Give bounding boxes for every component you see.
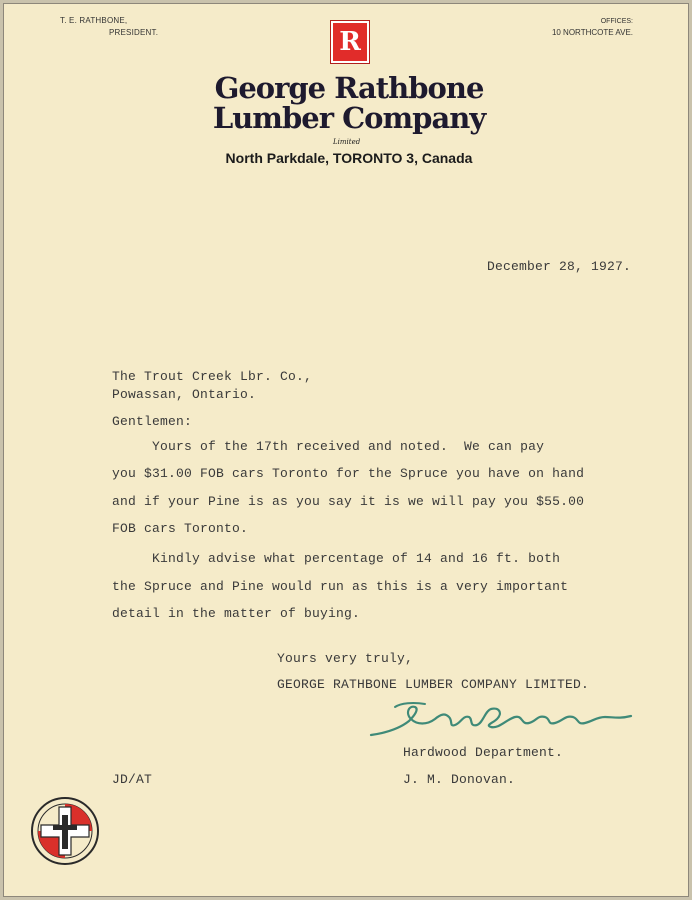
offices-label: OFFICES:	[600, 18, 633, 25]
closing: Yours very truly,	[277, 651, 414, 666]
handwritten-signature	[365, 699, 635, 741]
offices-block	[552, 18, 633, 37]
company-address: North Parkdale, TORONTO 3, Canada	[225, 150, 473, 166]
signature-company: GEORGE RATHBONE LUMBER COMPANY LIMITED.	[277, 677, 590, 692]
president-block	[60, 16, 158, 37]
body-line: Yours of the 17th received and noted. We can pay	[112, 439, 545, 454]
typist-initials: JD/AT	[112, 772, 153, 787]
association-seal-icon	[29, 795, 101, 867]
company-name-line2: Lumber Company	[212, 101, 486, 135]
body-line: and if your Pine is as you say it is we will pay you $55.00	[112, 494, 585, 509]
president-name: T. E. RATHBONE,	[60, 16, 128, 25]
letter-date: December 28, 1927.	[487, 259, 632, 274]
signer-name: J. M. Donovan.	[403, 772, 516, 787]
department: Hardwood Department.	[403, 745, 564, 760]
logo-letter: R	[339, 27, 361, 57]
offices-address: 10 NORTHCOTE AVE.	[551, 28, 633, 37]
recipient-line2: Powassan, Ontario.	[112, 387, 257, 402]
body-line: FOB cars Toronto.	[112, 521, 249, 536]
body-line: Kindly advise what percentage of 14 and 16 ft. both	[112, 551, 561, 566]
body-line: the Spruce and Pine would run as this is a very important	[112, 579, 569, 594]
company-name-line1: George Rathbone	[214, 71, 484, 105]
company-logo	[331, 21, 369, 63]
salutation: Gentlemen:	[112, 414, 193, 429]
company-limited: Limited	[333, 138, 361, 146]
president-title: PRESIDENT.	[109, 28, 159, 37]
body-line: detail in the matter of buying.	[112, 606, 361, 621]
body-line: you $31.00 FOB cars Toronto for the Spruce you have on hand	[112, 466, 585, 481]
recipient-line1: The Trout Creek Lbr. Co.,	[112, 369, 313, 384]
